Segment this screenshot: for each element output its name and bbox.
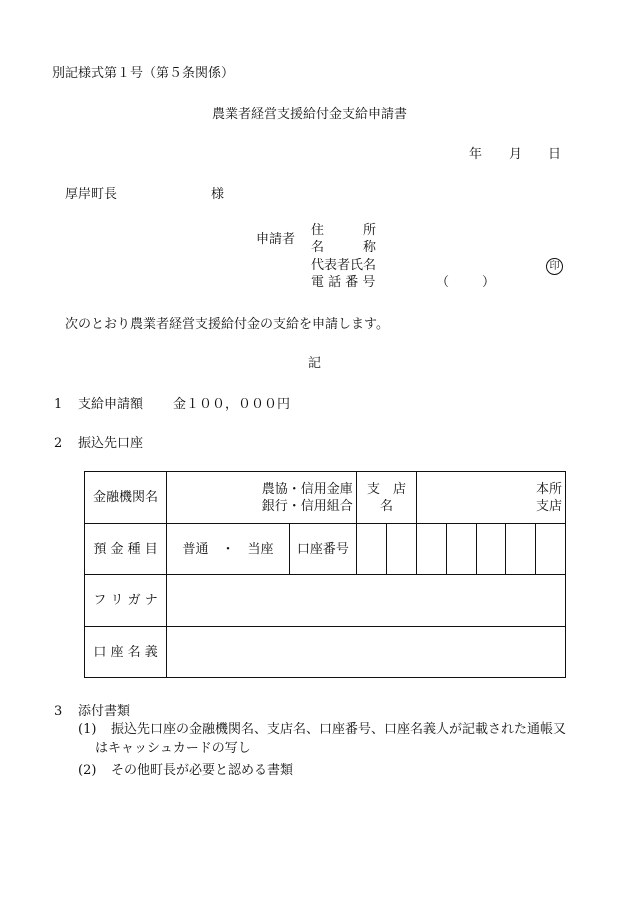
attachment-2-number: (2) <box>78 763 97 778</box>
date-month: 月 <box>509 147 523 162</box>
attachment-1-line1: 振込先口座の金融機関名、支店名、口座番号、口座名義人が記載された通帳又 <box>111 722 567 737</box>
section1-number: 1 <box>54 397 63 412</box>
addressee-honorific: 様 <box>211 187 225 202</box>
section3-number: 3 <box>54 704 63 719</box>
applicant-address-label: 住 所 <box>311 223 377 238</box>
account-digit-box[interactable] <box>476 524 506 575</box>
account-holder-label-cell <box>85 627 167 678</box>
tel-paren-open: （ <box>436 275 450 290</box>
institution-label: 金融機関名 <box>93 490 159 505</box>
attachment-1-line2: はキャッシュカードの写し <box>95 741 251 756</box>
furigana-label: フ リ ガ ナ <box>93 593 158 608</box>
institution-option-2: 銀行・信用組合 <box>261 498 353 514</box>
account-digit-box[interactable] <box>387 524 417 575</box>
account-digit-box[interactable] <box>506 524 536 575</box>
account-number-label-cell <box>290 524 357 575</box>
institution-option-1: 農協・信用金庫 <box>261 481 353 497</box>
account-type-value: 普通 ・ 当座 <box>182 541 274 557</box>
branch-option-1: 本所 <box>535 481 562 497</box>
section2-label: 振込先口座 <box>78 436 144 451</box>
applicant-label: 申請者 <box>256 232 296 247</box>
account-digit-box[interactable] <box>446 524 476 575</box>
applicant-tel-label: 電 話 番 号 <box>311 275 376 290</box>
section3-label: 添付書類 <box>78 704 131 719</box>
institution-label-cell <box>85 472 167 524</box>
account-holder-label: 口 座 名 義 <box>93 644 158 660</box>
section2-number: 2 <box>54 436 63 451</box>
bank-account-table <box>84 471 566 678</box>
ki-heading: 記 <box>308 356 322 371</box>
section1-label: 支給申請額 <box>78 397 144 412</box>
account-holder-value-cell[interactable] <box>167 627 566 678</box>
applicant-name-label: 名 称 <box>311 240 377 255</box>
section1-amount: 金１００，０００円 <box>173 397 291 412</box>
account-number-label: 口座番号 <box>296 541 349 557</box>
account-type-label-cell <box>85 524 167 575</box>
attachment-2-line1: その他町長が必要と認める書類 <box>111 763 294 778</box>
branch-value-cell[interactable] <box>417 472 566 524</box>
account-type-value-cell[interactable] <box>167 524 290 575</box>
account-digit-box[interactable] <box>356 524 387 575</box>
form-reference: 別記様式第１号（第５条関係） <box>52 66 235 81</box>
date-year: 年 <box>469 147 483 162</box>
date-day: 日 <box>548 147 562 162</box>
branch-label-cell <box>356 472 417 524</box>
addressee-name: 厚岸町長 <box>65 187 118 202</box>
furigana-value-cell[interactable] <box>167 575 566 627</box>
branch-label: 支 店 名 <box>366 481 419 514</box>
seal-icon: 印 <box>546 258 563 275</box>
furigana-label-cell <box>85 575 167 627</box>
seal-mark <box>546 258 563 275</box>
account-digit-box[interactable] <box>417 524 447 575</box>
institution-value-cell[interactable] <box>167 472 357 524</box>
tel-paren-close: ） <box>482 275 496 290</box>
attachment-1-number: (1) <box>78 722 97 737</box>
applicant-rep-label: 代表者氏名 <box>311 258 377 273</box>
intro-text: 次のとおり農業者経営支援給付金の支給を申請します。 <box>65 317 389 332</box>
page-title: 農業者経営支援給付金支給申請書 <box>212 107 408 122</box>
account-digit-box[interactable] <box>536 524 566 575</box>
account-type-label: 預 金 種 目 <box>93 541 158 557</box>
branch-option-2: 支店 <box>535 498 562 514</box>
